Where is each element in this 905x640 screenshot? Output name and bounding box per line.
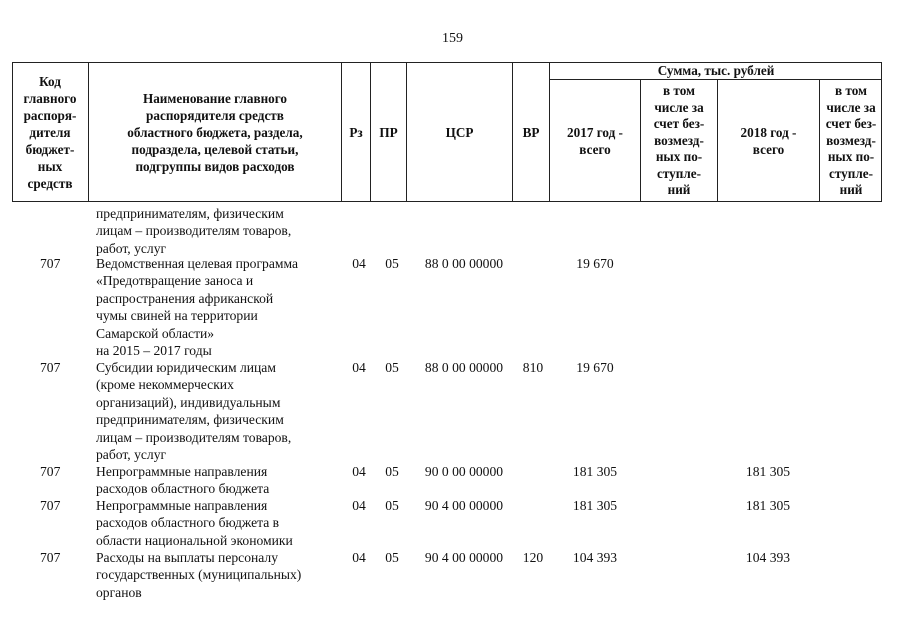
- header-rz: Рз: [349, 124, 363, 140]
- row-vr: 120: [522, 550, 544, 565]
- header-name: Наименование главного распорядителя средств областного бюджета, раздела, подраздела, целевой статьи, подгруппы видов расходов: [127, 90, 303, 174]
- row-rz: 04: [352, 498, 366, 513]
- row-sum-2017: 19 670: [576, 256, 614, 271]
- page-number: 159: [442, 31, 463, 46]
- row-rz: 04: [352, 256, 366, 271]
- row-sum-2018: 181 305: [745, 464, 791, 479]
- row-pr: 05: [385, 256, 399, 271]
- row-code: 707: [40, 550, 61, 565]
- header-code: Код главного распоря- дителя бюджет- ных средств: [23, 73, 77, 191]
- row-name: Непрограммные направления расходов областного бюджета в области национальной экономики: [96, 498, 293, 548]
- header-2018-total: 2018 год - всего: [740, 125, 797, 157]
- row-name: предпринимателям, физическим лицам – производителям товаров, работ, услуг: [96, 206, 292, 256]
- row-csr: 90 4 00 00000: [424, 550, 504, 565]
- header-2017-total: 2017 год - всего: [567, 125, 623, 157]
- row-csr: 90 0 00 00000: [424, 464, 504, 479]
- row-pr: 05: [385, 498, 399, 513]
- row-code: 707: [40, 464, 61, 479]
- row-code: 707: [40, 498, 61, 513]
- row-code: 707: [40, 360, 61, 375]
- row-code: 707: [40, 256, 61, 271]
- row-pr: 05: [385, 550, 399, 565]
- row-name: Расходы на выплаты персоналу государственных (муниципальных) органов: [96, 550, 302, 600]
- row-csr: 88 0 00 00000: [424, 360, 504, 375]
- row-rz: 04: [352, 360, 366, 375]
- row-sum-2018: 104 393: [745, 550, 791, 565]
- table-header: [12, 62, 882, 202]
- header-csr: ЦСР: [445, 124, 474, 140]
- row-vr: 810: [522, 360, 544, 375]
- row-sum-2017: 181 305: [572, 464, 618, 479]
- row-sum-2018: 181 305: [745, 498, 791, 513]
- row-name: Непрограммные направления расходов областного бюджета: [96, 464, 270, 497]
- row-sum-2017: 19 670: [576, 360, 614, 375]
- row-pr: 05: [385, 360, 399, 375]
- row-sum-2017: 181 305: [572, 498, 618, 513]
- header-2018-free: в том числе за счет без- возмезд- ных по- ступле- ний: [825, 83, 877, 198]
- header-sum: Сумма, тыс. рублей: [657, 63, 775, 78]
- row-rz: 04: [352, 550, 366, 565]
- header-pr: ПР: [379, 124, 398, 140]
- row-pr: 05: [385, 464, 399, 479]
- header-vr: ВР: [522, 124, 540, 140]
- row-name: Субсидии юридическим лицам (кроме некоммерческих организаций), индивидуальным предпринимателям, физическим лицам – производителям товаров, работ, услуг: [96, 360, 292, 463]
- row-name: Ведомственная целевая программа «Предотвращение заноса и распространения африканской чумы свиней на территории Самарской области» на 2015 – 2017 годы: [96, 256, 299, 359]
- row-csr: 88 0 00 00000: [424, 256, 504, 271]
- header-2017-free: в том числе за счет без- возмезд- ных по- ступле- ний: [653, 83, 705, 198]
- row-sum-2017: 104 393: [572, 550, 618, 565]
- row-rz: 04: [352, 464, 366, 479]
- row-csr: 90 4 00 00000: [424, 498, 504, 513]
